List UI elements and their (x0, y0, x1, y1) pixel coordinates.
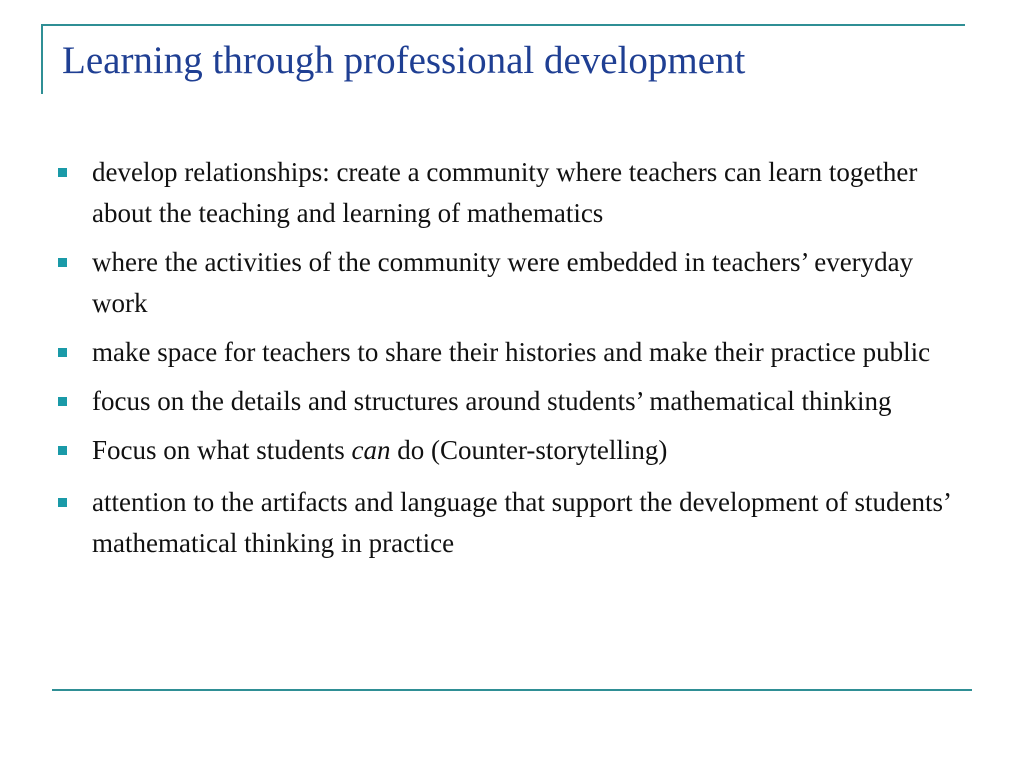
bullet-text: make space for teachers to share their histories and make their practice public (92, 337, 931, 367)
bullet-text: focus on the details and structures around students’ mathematical thinking (92, 386, 892, 416)
bullet-item (56, 152, 956, 234)
square-bullet-icon (58, 498, 67, 507)
bullet-text: attention to the artifacts and language that support the development of students’ mathematical thinking in practice (92, 487, 951, 558)
square-bullet-icon (58, 348, 67, 357)
bullet-item (56, 430, 956, 471)
bullet-text: where the activities of the community were embedded in teachers’ everyday work (92, 247, 914, 318)
bullet-text: develop relationships: create a community where teachers can learn together about the teaching and learning of mathematics (92, 157, 918, 228)
bullet-text-emphasis: can (351, 435, 391, 465)
square-bullet-icon (58, 258, 67, 267)
bullet-text (92, 435, 667, 465)
square-bullet-icon (58, 397, 67, 406)
bottom-divider-line (52, 689, 972, 691)
title-frame-horizontal-line (41, 24, 965, 26)
slide-title: Learning through professional development (62, 39, 746, 82)
bullet-list (56, 152, 956, 572)
square-bullet-icon (58, 168, 67, 177)
bullet-item (56, 381, 956, 422)
bullet-item (56, 482, 956, 564)
bullet-text-after: do (Counter-storytelling) (390, 435, 668, 465)
bullet-item (56, 242, 956, 324)
square-bullet-icon (58, 446, 67, 455)
bullet-text-before: Focus on what students (92, 435, 352, 465)
title-frame-vertical-line (41, 24, 43, 94)
bullet-item (56, 332, 956, 373)
